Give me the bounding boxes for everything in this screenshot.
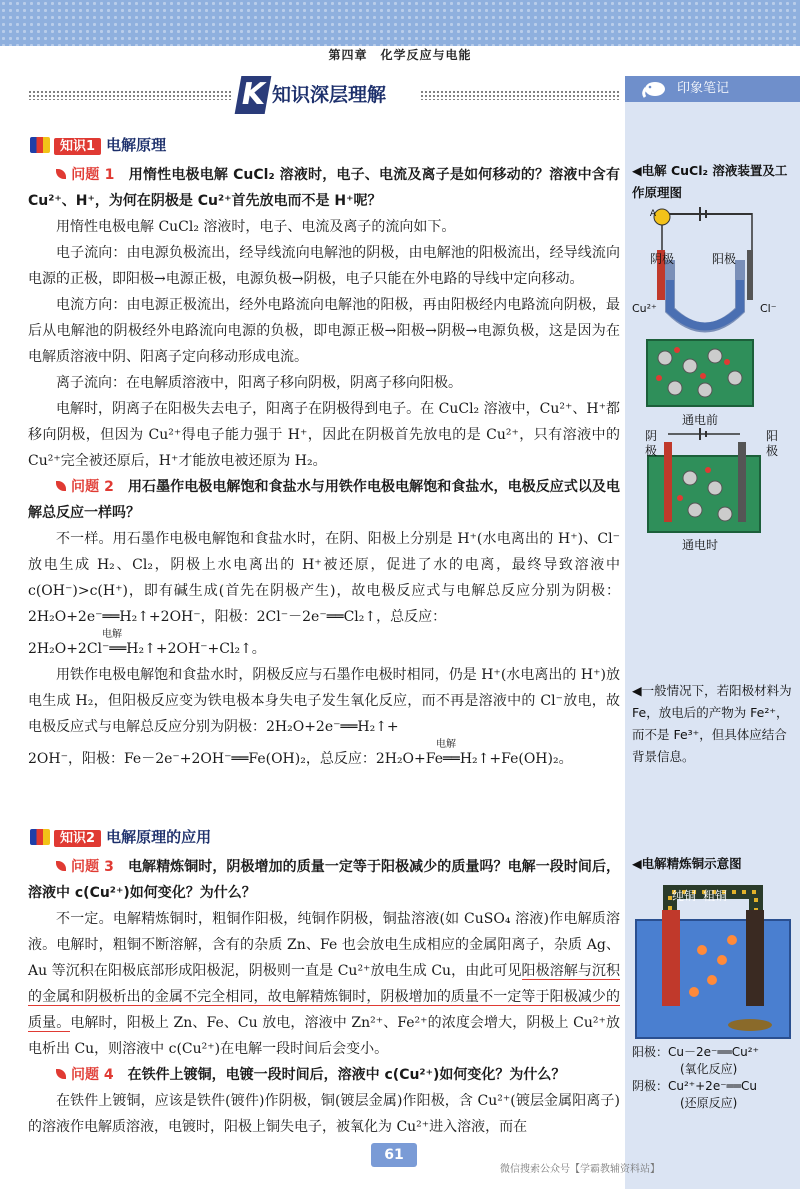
sidebar-header <box>625 76 800 102</box>
paragraph: 不一样。用石墨作电极电解饱和食盐水时，在阴、阳极上分别是 H⁺(水电离出的 H⁺)、Cl⁻放电生成 H₂、Cl₂，阴极上水电离出的 H⁺被还原，促进了水的电离，最终导致溶液中 c(OH⁻)>c(H⁺)，即有碱生成(首先在阴极产生)，故电极反应式与电解总反应分别为阴极：2H₂O+2e⁻══H₂↑+2OH⁻，阳极：2Cl⁻－2e⁻══Cl₂↑，总反应： <box>28 531 620 625</box>
eq1-condition: 电解 <box>102 629 122 640</box>
fig2-crude-copper-label: 粗铜 <box>703 889 728 903</box>
leaf-icon <box>56 481 66 491</box>
equation-line <box>28 630 620 662</box>
paragraph-continued: 2OH⁻，阳极：Fe－2e⁻+2OH⁻══Fe(OH)₂，总反应：2H₂O+Fe══H₂↑+Fe(OH)₂。 <box>28 751 573 767</box>
fig1-anode-label: 阳极 <box>712 252 737 266</box>
question-3-text: 电解精炼铜时，阴极增加的质量一定等于阳极减少的质量吗？电解一段时间后，溶液中 c(Cu²⁺)如何变化？为什么？ <box>28 859 621 901</box>
page-number: 61 <box>371 1143 417 1167</box>
fig2-caption: ◀电解精炼铜示意图 <box>632 856 742 871</box>
paragraph: 电流方向：由电源正极流出，经外电路流向电解池的阳极，再由阳极经内电路流向阴极，最后从电解池的阴极经外电路流向电源的负极，即电源正极→阳极→阴极→电源负极，这是因为在电解质溶液中阴、阳离子定向移动形成电流。 <box>28 297 620 365</box>
paragraph <box>28 906 620 1062</box>
question-4 <box>28 1062 620 1088</box>
k2-heading <box>30 826 211 847</box>
section-title: 知识深层理解 <box>272 84 387 106</box>
ammeter-label: A <box>649 209 657 219</box>
question-1-text: 用惰性电极电解 CuCl₂ 溶液时，电子、电流及离子是如何移动的？溶液中含有 Cu²⁺、H⁺，为何在阴极是 Cu²⁺首先放电而不是 H⁺呢？ <box>28 167 620 209</box>
question-2-text: 用石墨作电极电解饱和食盐水与用铁作电极电解饱和食盐水，电极反应式以及电解总反应一样吗？ <box>28 479 621 521</box>
k1-title: 电解原理 <box>106 136 167 154</box>
question-4-text: 在铁件上镀铜，电镀一段时间后，溶液中 c(Cu²⁺)如何变化？为什么？ <box>127 1067 566 1083</box>
k2-badge: 知识2 <box>54 830 101 847</box>
book-icon <box>30 137 50 153</box>
leaf-icon <box>56 1069 66 1079</box>
dotted-rule-right <box>420 90 620 100</box>
sidebar-note: ◀一般情况下，若阳极材料为 Fe，放电后的产物为 Fe²⁺，而不是 Fe³⁺，但具体应结合背景信息。 <box>632 683 792 764</box>
fig1-cu-ion: Cu²⁺ <box>632 302 657 315</box>
question-2 <box>28 474 620 526</box>
paragraph: 电子流向：由电源负极流出，经导线流向电解池的阴极，由电解池的阳极流出，经导线流向电源的正极，即阳极→电源正极，电源负极→阴极，电子只能在外电路的导线中定向移动。 <box>28 245 620 287</box>
k1-body <box>28 162 620 772</box>
equation-line <box>28 740 620 772</box>
footer-watermark: 微信搜索公众号【学霸教辅资料站】 <box>500 1164 660 1175</box>
beaker-before-figure <box>645 338 755 408</box>
paragraph: 用铁作电极电解饱和食盐水时，阴极反应与石墨作电极时相同，仍是 H⁺(水电离出的 H⁺)放电生成 H₂，但阳极反应变为铁电极本身失电子发生氧化反应，而不再是溶液中的 Cl⁻放电，故电极反应式与电解总反应分别为阴极：2H₂O+2e⁻══H₂↑+ <box>28 667 620 735</box>
book-icon <box>30 829 50 845</box>
paragraph-part: 电解时，阳极上 Zn、Fe、Cu 放电，溶液中 Zn²⁺、Fe²⁺的浓度会增大，阴极上 Cu²⁺放电析出 Cu，则溶液中 c(Cu²⁺)在电解一段时间后会变小。 <box>28 1015 621 1057</box>
fig2-pure-copper-label: 纯铜 <box>672 889 697 903</box>
fig1-cl-ion: Cl⁻ <box>760 302 777 315</box>
paragraph: 离子流向：在电解质溶液中，阳离子移向阴极，阴离子移向阳极。 <box>56 375 462 391</box>
paragraph: 电解时，阴离子在阳极失去电子，阳离子在阴极得到电子。在 CuCl₂ 溶液中，Cu²⁺、H⁺都移向阴极，但因为 Cu²⁺得电子能力强于 H⁺，因此在阴极首先放电的是 Cu²⁺，只有溶液中的 Cu²⁺完全被还原后，H⁺才能放电被还原为 H₂。 <box>28 401 620 469</box>
chapter-header: 第四章 化学反应与电能 <box>328 48 472 62</box>
sidebar-title: 印象笔记 <box>677 81 730 96</box>
copper-refining-figure <box>632 880 794 1042</box>
question-3 <box>28 854 620 906</box>
fig1-after-label: 通电时 <box>681 538 718 552</box>
question-1 <box>28 162 620 214</box>
question-2-label: 问题 2 <box>71 479 114 495</box>
k2-title: 电解原理的应用 <box>106 828 212 846</box>
fig1-caption: ◀电解 CuCl₂ 溶液装置及工作原理图 <box>632 163 788 200</box>
fig1b-anode-label: 阳极 <box>765 429 778 458</box>
paragraph: 在铁件上镀铜，应该是铁件(镀件)作阴极，铜(镀层金属)作阳极，含 Cu²⁺(镀层金属阳离子)的溶液作电解质溶液，电镀时，阳极上铜失电子，被氧化为 Cu²⁺进入溶液，而在 <box>28 1093 620 1135</box>
question-1-label: 问题 1 <box>71 167 115 183</box>
section-letter: K <box>235 76 272 114</box>
k1-badge: 知识1 <box>54 138 101 155</box>
elephant-icon <box>641 79 667 99</box>
fig1-before-label: 通电前 <box>681 413 718 427</box>
fig1b-cathode-label: 阴极 <box>644 429 657 458</box>
fig2-eq2-note: (还原反应) <box>680 1096 738 1110</box>
k1-heading <box>30 134 166 155</box>
fig2-eq2: 阴极：Cu²⁺+2e⁻══Cu <box>632 1079 757 1093</box>
beaker-after-figure <box>640 428 770 536</box>
equation-1: 2H₂O+2Cl⁻══H₂↑+2OH⁻+Cl₂↑。 <box>28 641 266 657</box>
fig2-eq1: 阳极：Cu－2e⁻══Cu²⁺ <box>632 1045 759 1059</box>
paragraph-part: 不一定。电解精炼铜时，粗铜作阳极，纯铜作阴极，铜盐溶液(如 CuSO₄ 溶液)作电解质溶液。电解时，粗铜不断溶解，含有的杂质 Zn、Fe 也会放电生成相应的金属阳离子，杂质 Ag、Au 等沉积在阳极底部形成阳极泥，阴极则一直是 Cu²⁺放电生成 Cu，由此可见 <box>28 911 620 979</box>
underlined-conclusion: 阳极溶解与沉积的金属和阴极析出的金属不完全相同，故电解精炼铜时，阴极增加的质量不一定等于阳极减少的质量。 <box>28 963 621 1031</box>
leaf-icon <box>56 169 66 179</box>
k2-body <box>28 854 620 1140</box>
u-tube-figure <box>640 205 770 335</box>
leaf-icon <box>56 861 66 871</box>
dotted-rule-left <box>28 90 233 100</box>
eq2-condition: 电解 <box>436 739 456 750</box>
fig1-cathode-label: 阴极 <box>650 252 675 266</box>
question-3-label: 问题 3 <box>71 859 114 875</box>
question-4-label: 问题 4 <box>71 1067 114 1083</box>
top-decorative-band <box>0 0 800 46</box>
paragraph: 用惰性电极电解 CuCl₂ 溶液时，电子、电流及离子的流向如下。 <box>56 219 456 235</box>
fig2-eq1-note: (氧化反应) <box>680 1062 738 1076</box>
